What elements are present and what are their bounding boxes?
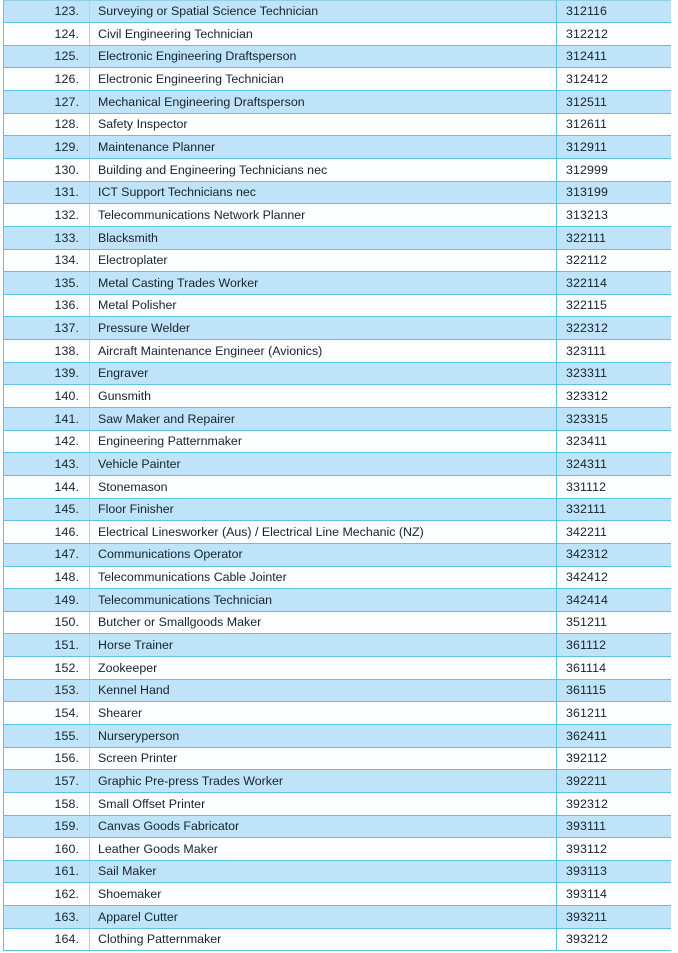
row-number-cell: 133. (4, 226, 90, 249)
occupation-name-cell: Horse Trainer (90, 634, 557, 657)
table-row (4, 679, 672, 702)
anzsco-code-cell: 322112 (557, 249, 672, 272)
anzsco-code-cell: 361211 (557, 702, 672, 725)
occupation-name-cell: Stonemason (90, 475, 557, 498)
table-row (4, 45, 672, 68)
table-row (4, 272, 672, 295)
occupation-name-cell: Safety Inspector (90, 113, 557, 136)
occupation-name-cell: Metal Polisher (90, 294, 557, 317)
table-row (4, 249, 672, 272)
row-number-cell: 124. (4, 23, 90, 46)
occupation-name-cell: Telecommunications Cable Jointer (90, 566, 557, 589)
table-row (4, 838, 672, 861)
anzsco-code-cell: 392211 (557, 770, 672, 793)
table-row (4, 589, 672, 612)
table-row (4, 566, 672, 589)
anzsco-code-cell: 342414 (557, 589, 672, 612)
occupation-name-cell: Apparel Cutter (90, 906, 557, 929)
occupation-name-cell: Aircraft Maintenance Engineer (Avionics) (90, 340, 557, 363)
anzsco-code-cell: 361112 (557, 634, 672, 657)
anzsco-code-cell: 312212 (557, 23, 672, 46)
occupation-name-cell: Canvas Goods Fabricator (90, 815, 557, 838)
row-number-cell: 140. (4, 385, 90, 408)
row-number-cell: 154. (4, 702, 90, 725)
anzsco-code-cell: 393113 (557, 860, 672, 883)
anzsco-code-cell: 323315 (557, 408, 672, 431)
row-number-cell: 141. (4, 408, 90, 431)
table-row (4, 158, 672, 181)
occupation-name-cell: Sail Maker (90, 860, 557, 883)
occupation-name-cell: Nurseryperson (90, 725, 557, 748)
row-number-cell: 129. (4, 136, 90, 159)
anzsco-code-cell: 323312 (557, 385, 672, 408)
table-row (4, 317, 672, 340)
row-number-cell: 138. (4, 340, 90, 363)
occupation-table (3, 0, 671, 951)
table-row (4, 792, 672, 815)
anzsco-code-cell: 342312 (557, 543, 672, 566)
occupation-name-cell: Electronic Engineering Draftsperson (90, 45, 557, 68)
table-row (4, 475, 672, 498)
table-row (4, 657, 672, 680)
occupation-name-cell: Shearer (90, 702, 557, 725)
row-number-cell: 137. (4, 317, 90, 340)
occupation-name-cell: Building and Engineering Technicians nec (90, 158, 557, 181)
table-row (4, 883, 672, 906)
row-number-cell: 123. (4, 0, 90, 23)
table-row (4, 113, 672, 136)
row-number-cell: 128. (4, 113, 90, 136)
table-row (4, 340, 672, 363)
anzsco-code-cell: 312611 (557, 113, 672, 136)
anzsco-code-cell: 312116 (557, 0, 672, 23)
table-row (4, 906, 672, 929)
row-number-cell: 134. (4, 249, 90, 272)
table-row (4, 498, 672, 521)
row-number-cell: 155. (4, 725, 90, 748)
occupation-name-cell: Clothing Patternmaker (90, 928, 557, 951)
anzsco-code-cell: 324311 (557, 453, 672, 476)
anzsco-code-cell: 312911 (557, 136, 672, 159)
occupation-name-cell: Engineering Patternmaker (90, 430, 557, 453)
table-row (4, 408, 672, 431)
anzsco-code-cell: 332111 (557, 498, 672, 521)
table-row (4, 362, 672, 385)
anzsco-code-cell: 331112 (557, 475, 672, 498)
anzsco-code-cell: 362411 (557, 725, 672, 748)
table-row (4, 453, 672, 476)
occupation-name-cell: Pressure Welder (90, 317, 557, 340)
row-number-cell: 158. (4, 792, 90, 815)
table-row (4, 815, 672, 838)
row-number-cell: 156. (4, 747, 90, 770)
occupation-name-cell: Telecommunications Technician (90, 589, 557, 612)
row-number-cell: 139. (4, 362, 90, 385)
occupation-name-cell: Maintenance Planner (90, 136, 557, 159)
row-number-cell: 135. (4, 272, 90, 295)
anzsco-code-cell: 323411 (557, 430, 672, 453)
row-number-cell: 145. (4, 498, 90, 521)
table-row (4, 204, 672, 227)
row-number-cell: 132. (4, 204, 90, 227)
row-number-cell: 163. (4, 906, 90, 929)
occupation-name-cell: Telecommunications Network Planner (90, 204, 557, 227)
anzsco-code-cell: 312411 (557, 45, 672, 68)
row-number-cell: 147. (4, 543, 90, 566)
occupation-name-cell: Leather Goods Maker (90, 838, 557, 861)
anzsco-code-cell: 322114 (557, 272, 672, 295)
occupation-name-cell: Electrical Linesworker (Aus) / Electrical Line Mechanic (NZ) (90, 521, 557, 544)
row-number-cell: 143. (4, 453, 90, 476)
table-row (4, 181, 672, 204)
occupation-name-cell: Floor Finisher (90, 498, 557, 521)
table-row (4, 725, 672, 748)
table-row (4, 226, 672, 249)
occupation-name-cell: Graphic Pre-press Trades Worker (90, 770, 557, 793)
anzsco-code-cell: 393112 (557, 838, 672, 861)
anzsco-code-cell: 392312 (557, 792, 672, 815)
anzsco-code-cell: 393114 (557, 883, 672, 906)
occupation-name-cell: Gunsmith (90, 385, 557, 408)
anzsco-code-cell: 393211 (557, 906, 672, 929)
occupation-name-cell: Vehicle Painter (90, 453, 557, 476)
row-number-cell: 126. (4, 68, 90, 91)
anzsco-code-cell: 361115 (557, 679, 672, 702)
table-row (4, 611, 672, 634)
table-row (4, 68, 672, 91)
anzsco-code-cell: 313199 (557, 181, 672, 204)
table-row (4, 430, 672, 453)
table-row (4, 634, 672, 657)
anzsco-code-cell: 312412 (557, 68, 672, 91)
row-number-cell: 159. (4, 815, 90, 838)
anzsco-code-cell: 323311 (557, 362, 672, 385)
row-number-cell: 151. (4, 634, 90, 657)
occupation-name-cell: Electroplater (90, 249, 557, 272)
table-body (4, 0, 672, 951)
row-number-cell: 144. (4, 475, 90, 498)
row-number-cell: 130. (4, 158, 90, 181)
anzsco-code-cell: 342412 (557, 566, 672, 589)
table-row (4, 23, 672, 46)
occupation-name-cell: Communications Operator (90, 543, 557, 566)
table-row (4, 770, 672, 793)
anzsco-code-cell: 312511 (557, 91, 672, 114)
anzsco-code-cell: 313213 (557, 204, 672, 227)
occupation-name-cell: Screen Printer (90, 747, 557, 770)
occupation-name-cell: Small Offset Printer (90, 792, 557, 815)
anzsco-code-cell: 342211 (557, 521, 672, 544)
anzsco-code-cell: 322115 (557, 294, 672, 317)
row-number-cell: 131. (4, 181, 90, 204)
row-number-cell: 161. (4, 860, 90, 883)
table-row (4, 702, 672, 725)
table-row (4, 136, 672, 159)
occupation-name-cell: Metal Casting Trades Worker (90, 272, 557, 295)
row-number-cell: 153. (4, 679, 90, 702)
table-row (4, 294, 672, 317)
table-row (4, 747, 672, 770)
row-number-cell: 146. (4, 521, 90, 544)
anzsco-code-cell: 361114 (557, 657, 672, 680)
occupation-name-cell: Civil Engineering Technician (90, 23, 557, 46)
table-row (4, 91, 672, 114)
occupation-name-cell: Shoemaker (90, 883, 557, 906)
occupation-name-cell: Zookeeper (90, 657, 557, 680)
row-number-cell: 136. (4, 294, 90, 317)
anzsco-code-cell: 312999 (557, 158, 672, 181)
occupation-name-cell: Saw Maker and Repairer (90, 408, 557, 431)
occupation-name-cell: Surveying or Spatial Science Technician (90, 0, 557, 23)
occupation-name-cell: Kennel Hand (90, 679, 557, 702)
table-row (4, 543, 672, 566)
table-row (4, 521, 672, 544)
anzsco-code-cell: 393111 (557, 815, 672, 838)
row-number-cell: 127. (4, 91, 90, 114)
row-number-cell: 148. (4, 566, 90, 589)
row-number-cell: 157. (4, 770, 90, 793)
row-number-cell: 125. (4, 45, 90, 68)
row-number-cell: 152. (4, 657, 90, 680)
anzsco-code-cell: 351211 (557, 611, 672, 634)
anzsco-code-cell: 323111 (557, 340, 672, 363)
row-number-cell: 164. (4, 928, 90, 951)
table-row (4, 385, 672, 408)
row-number-cell: 142. (4, 430, 90, 453)
table-container (3, 0, 671, 953)
table-row (4, 0, 672, 23)
occupation-name-cell: ICT Support Technicians nec (90, 181, 557, 204)
occupation-name-cell: Electronic Engineering Technician (90, 68, 557, 91)
occupation-name-cell: Mechanical Engineering Draftsperson (90, 91, 557, 114)
occupation-name-cell: Blacksmith (90, 226, 557, 249)
anzsco-code-cell: 393212 (557, 928, 672, 951)
occupation-name-cell: Engraver (90, 362, 557, 385)
table-row (4, 860, 672, 883)
anzsco-code-cell: 322312 (557, 317, 672, 340)
occupation-name-cell: Butcher or Smallgoods Maker (90, 611, 557, 634)
anzsco-code-cell: 392112 (557, 747, 672, 770)
anzsco-code-cell: 322111 (557, 226, 672, 249)
row-number-cell: 149. (4, 589, 90, 612)
table-row (4, 928, 672, 951)
row-number-cell: 162. (4, 883, 90, 906)
row-number-cell: 160. (4, 838, 90, 861)
row-number-cell: 150. (4, 611, 90, 634)
